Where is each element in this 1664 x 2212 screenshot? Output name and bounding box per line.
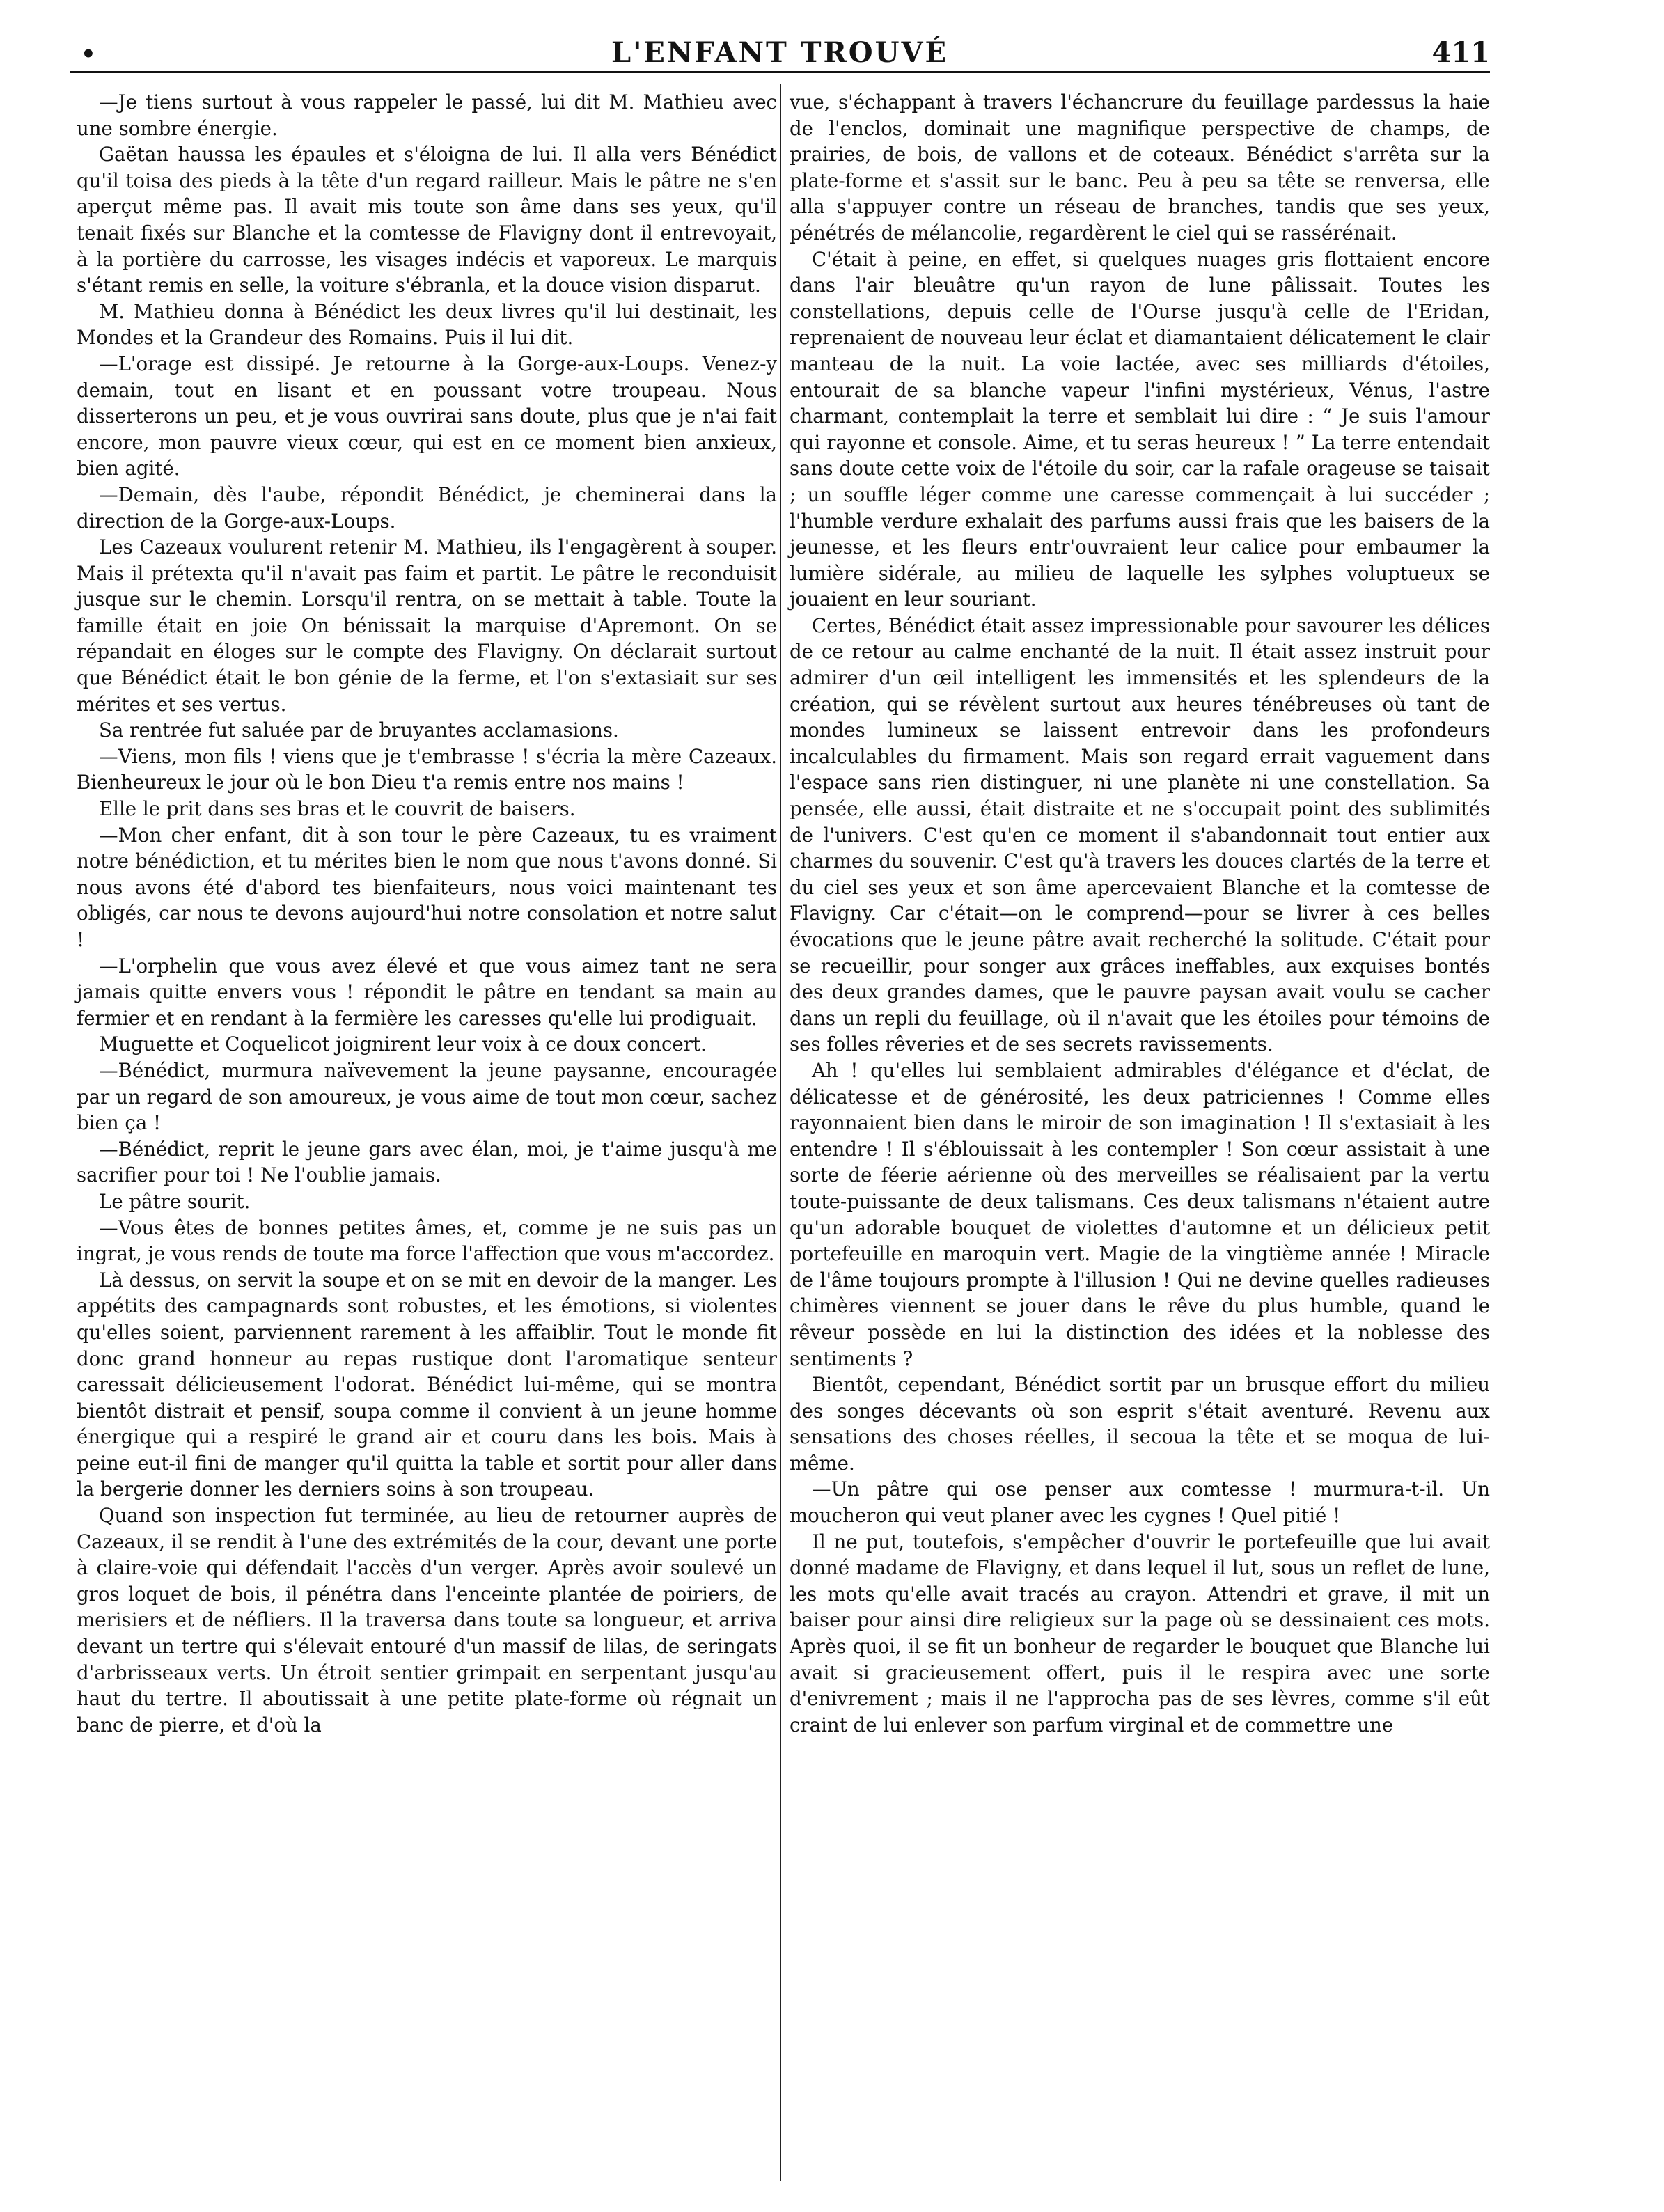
- column-divider: [780, 84, 781, 2181]
- paragraph-continued: vue, s'échappant à travers l'échancrure du feuillage pardessus la haie de l'enclos, dominait une magnifique perspective de champs, de prairies, de bois, de vallons et de coteaux. Bénédict s'arrêta sur la plate-forme et s'assit sur le banc. Peu à peu sa tête se renversa, elle alla s'appuyer contre un réseau de branches, tandis que ses yeux, pénétrés de mélancolie, regardèrent le ciel qui se rassérénait.: [790, 91, 1490, 244]
- paragraph: —Bénédict, murmura naïvevement la jeune paysanne, encouragée par un regard de son amoureux, je vous aime de tout mon cœur, sachez bien ça !: [77, 1058, 777, 1135]
- paragraph: —L'orphelin que vous avez élevé et que vous aimez tant ne sera jamais quitte envers vous ! répondit le pâtre en tendant sa main au fermier et en rendant à la fermière les caresses qu'elle lui prodiguait.: [77, 954, 777, 1030]
- paragraph: Bientôt, cependant, Bénédict sortit par un brusque effort du milieu des songes décevants où son esprit s'était aventuré. Revenu aux sensations des choses réelles, il secoua la tête et se moqua de lui-même.: [790, 1373, 1490, 1475]
- paragraph: Là dessus, on servit la soupe et on se mit en devoir de la manger. Les appétits des campagnards sont robustes, et les émotions, si violentes qu'elles soient, parviennent rarement à les affaiblir. Tout le monde fit donc grand honneur au repas rustique dont l'aromatique senteur caressait délicieusement l'odorat. Bénédict lui-même, qui se montra bientôt distrait et pensif, soupa comme il convient à un jeune homme énergique qui a respiré le grand air et couru dans les bois. Mais à peine eut-il fini de manger qu'il quitta la table et sortit pour aller dans la bergerie donner les derniers soins à son troupeau.: [77, 1268, 777, 1501]
- paragraph: Le pâtre sourit.: [99, 1189, 251, 1213]
- left-column: [77, 89, 777, 1738]
- paragraph: Sa rentrée fut saluée par de bruyantes acclamasions.: [99, 719, 619, 742]
- paragraph: Il ne put, toutefois, s'empêcher d'ouvrir le portefeuille que lui avait donné madame de Flavigny, et dans lequel il lut, sous un reflet de lune, les mots qu'elle avait tracés au crayon. Attendri et grave, il mit un baiser pour ainsi dire religieux sur la page où se dessinaient ces mots. Après quoi, il se fit un bonheur de regarder le bouquet que Blanche lui avait si gracieusement offert, puis il le respira avec une sorte d'enivrement ; mais il ne l'approcha pas de ses lèvres, comme s'il eût craint de lui enlever son parfum virginal et de commettre une: [790, 1530, 1490, 1736]
- paragraph: C'était à peine, en effet, si quelques nuages gris flottaient encore dans l'air bleuâtre qu'un rayon de lune pâlissait. Toutes les constellations, depuis celle de l'Ourse jusqu'à celle de l'Eridan, reprenaient de nouveau leur éclat et diamantaient délicatement le clair manteau de la nuit. La voie lactée, avec ses milliards d'étoiles, entourait de sa blanche vapeur l'infini mystérieux, Vénus, l'astre charmant, contemplait la terre et semblait lui dire : “ Je suis l'amour qui rayonne et console. Aime, et tu seras heureux ! ” La terre entendait sans doute cette voix de l'étoile du soir, car la rafale orageuse se taisait ; un souffle léger comme une caresse commençait à lui succéder ; l'humble verdure exhalait des parfums aussi frais que les baisers de la jeunesse, et les fleurs entr'ouvraient leur calice pour embaumer la lumière sidérale, au milieu de laquelle les sylphes voluptueux se jouaient en leur souriant.: [790, 247, 1490, 611]
- paragraph: Les Cazeaux voulurent retenir M. Mathieu, ils l'engagèrent à souper. Mais il prétexta qu'il n'avait pas faim et partit. Le pâtre le reconduisit jusque sur le chemin. Lorsqu'il rentra, on se mettait à table. Toute la famille était en joie On bénissait la marquise d'Apremont. On se répandait en éloges sur le compte des Flavigny. On déclarait surtout que Bénédict était le bon génie de la ferme, et l'on s'extasiait sur ses mérites et ses vertus.: [77, 535, 777, 716]
- running-title: L'ENFANT TROUVÉ: [611, 36, 949, 69]
- paragraph: —Bénédict, reprit le jeune gars avec élan, moi, je t'aime jusqu'à me sacrifier pour toi ! Ne l'oublie jamais.: [77, 1137, 777, 1187]
- paragraph: Certes, Bénédict était assez impressionable pour savourer les délices de ce retour au calme enchanté de la nuit. Il était assez instruit pour admirer d'un œil intelligent les immensités et les splendeurs de la création, qui se révèlent surtout aux heures ténébreuses où tant de mondes lumineux se laissent entrevoir dans les profondeurs incalculables du firmament. Mais son regard errait vaguement dans l'espace sans rien distinguer, ni une planète ni une constellation. Sa pensée, elle aussi, était distraite et ne s'occupait point des sublimités de l'univers. C'est qu'en ce moment il s'abandonnait tout entier aux charmes du souvenir. C'est qu'à travers les douces clartés de la terre et du ciel ses yeux et son âme apercevaient Blanche et la comtesse de Flavigny. Car c'était—on le comprend—pour se livrer à ces belles évocations que le jeune pâtre avait recherché la solitude. C'était pour se recueillir, pour songer aux grâces ineffables, aux exquises bontés des deux grandes dames, que le pauvre paysan avait voulu se cacher dans un repli du feuillage, où il n'avait que les étoiles pour témoins de ses folles rêveries et de ses secrets ravissements.: [790, 613, 1490, 1056]
- header-rule-thick: [70, 71, 1490, 73]
- paragraph: M. Mathieu donna à Bénédict les deux livres qu'il lui destinait, les Mondes et la Grandeur des Romains. Puis il lui dit.: [77, 299, 777, 350]
- paragraph: —Je tiens surtout à vous rappeler le passé, lui dit M. Mathieu avec une sombre énergie.: [77, 91, 777, 140]
- header-mark: •: [81, 40, 96, 68]
- paragraph: —Demain, dès l'aube, répondit Bénédict, je cheminerai dans la direction de la Gorge-aux-Loups.: [77, 483, 777, 533]
- paragraph: Quand son inspection fut terminée, au lieu de retourner auprès de Cazeaux, il se rendit à l'une des extrémités de la cour, devant une porte à claire-voie qui défendait l'accès d'un verger. Après avoir soulevé un gros loquet de bois, il pénétra dans l'enceinte plantée de poiriers, de merisiers et de néfliers. Il la traversa dans toute sa longueur, et arriva devant un tertre qui s'élevait entouré d'un massif de lilas, de seringats d'arbrisseaux verts. Un étroit sentier grimpait en serpentant jusqu'au haut du tertre. Il aboutissait à une petite plate-forme où régnait un banc de pierre, et d'où la: [77, 1504, 777, 1736]
- paragraph: —Viens, mon fils ! viens que je t'embrasse ! s'écria la mère Cazeaux. Bienheureux le jour où le bon Dieu t'a remis entre nos mains !: [77, 744, 777, 794]
- paragraph: Elle le prit dans ses bras et le couvrit de baisers.: [99, 797, 576, 821]
- paragraph: —Mon cher enfant, dit à son tour le père Cazeaux, tu es vraiment notre bénédiction, et tu mérites bien le nom que nous t'avons donné. Si nous avons été d'abord tes bienfaiteurs, nous voici maintenant tes obligés, car nous te devons aujourd'hui notre consolation et notre salut !: [77, 823, 777, 951]
- paragraph: Gaëtan haussa les épaules et s'éloigna de lui. Il alla vers Bénédict qu'il toisa des pieds à la tête d'un regard railleur. Mais le pâtre ne s'en aperçut même pas. Il avait mis toute son âme dans ses yeux, qu'il tenait fixés sur Blanche et la comtesse de Flavigny dont il entrevoyait, à la portière du carrosse, les visages indécis et vaporeux. Le marquis s'étant remis en selle, la voiture s'ébranla, et la douce vision disparut.: [77, 143, 777, 297]
- right-column: [790, 89, 1490, 1738]
- page-number: 411: [1431, 36, 1490, 69]
- paragraph: —Vous êtes de bonnes petites âmes, et, comme je ne suis pas un ingrat, je vous rends de toute ma force l'affection que vous m'accordez.: [77, 1216, 777, 1266]
- paragraph: Ah ! qu'elles lui semblaient admirables d'élégance et d'éclat, de délicatesse et de générosité, les deux patriciennes ! Comme elles rayonnaient bien dans le miroir de son imagination ! Il s'extasiait à les entendre ! Il s'éblouissait à les contempler ! Son cœur assistait à une sorte de féerie aérienne où des merveilles se réalisaient par la vertu toute-puissante de deux talismans. Ces deux talismans n'étaient autre qu'un adorable bouquet de violettes d'automne et un délicieux petit portefeuille en maroquin vert. Magie de la vingtième année ! Miracle de l'âme toujours prompte à l'illusion ! Qui ne devine quelles radieuses chimères viennent se jouer dans le rêve du plus humble, quand le rêveur possède en lui la distinction des idées et la noblesse des sentiments ?: [790, 1058, 1490, 1370]
- paragraph: —Un pâtre qui ose penser aux comtesse ! murmura-t-il. Un moucheron qui veut planer avec les cygnes ! Quel pitié !: [790, 1477, 1490, 1528]
- paragraph: —L'orage est dissipé. Je retourne à la Gorge-aux-Loups. Venez-y demain, tout en lisant et en poussant votre troupeau. Nous disserterons un peu, et je vous ouvrirai sans doute, plus que je n'ai fait encore, mon pauvre vieux cœur, qui est en ce moment bien anxieux, bien agité.: [77, 352, 777, 480]
- paragraph: Muguette et Coquelicot joignirent leur voix à ce doux concert.: [99, 1033, 707, 1056]
